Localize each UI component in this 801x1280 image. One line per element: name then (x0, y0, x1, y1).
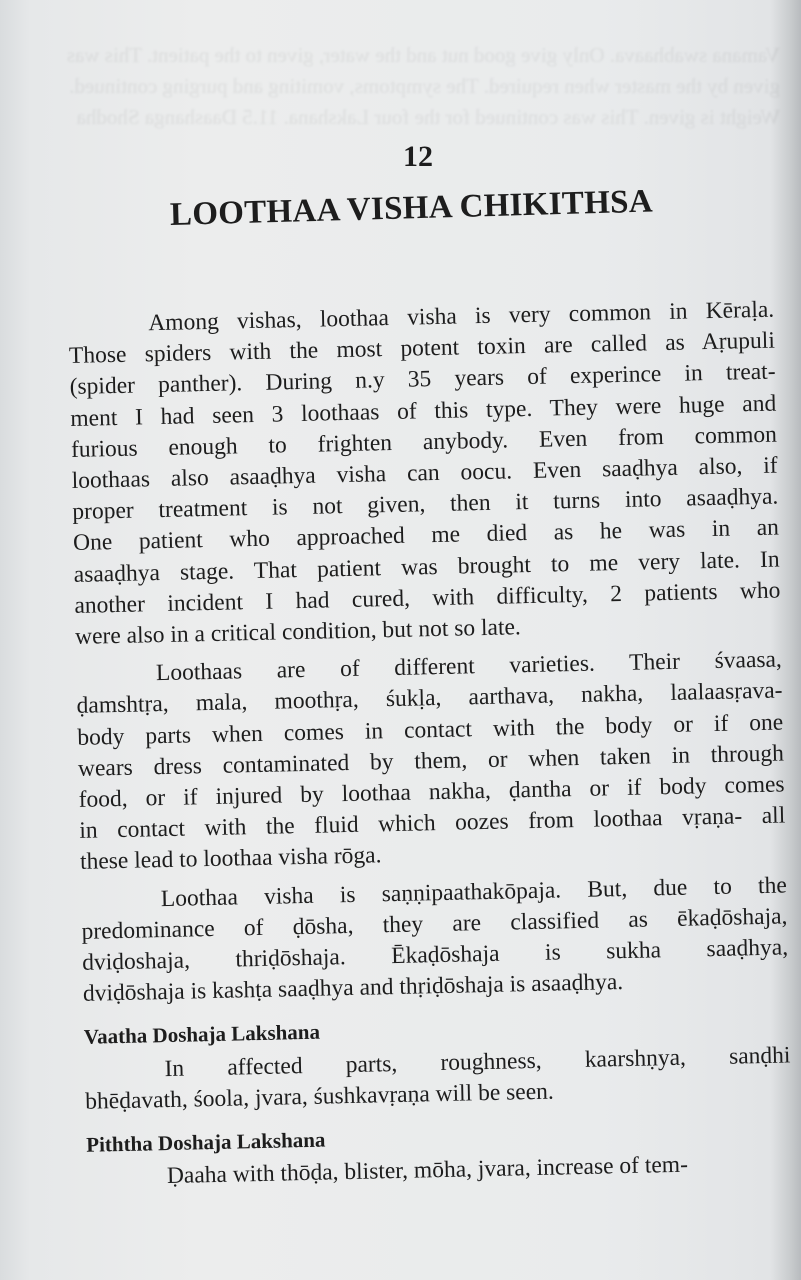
text-line: dviḍōshaja is kashṭa saaḍhya and thṛiḍōshaja is asaaḍhya. (82, 969, 624, 1008)
chapter-title: LOOTHAA VISHA CHIKITHSA (169, 183, 654, 233)
text-line: In affected parts, roughness, kaarshṇya, sanḍhi (164, 1042, 791, 1082)
text-line: ḍamshtṛa, mala, moothṛa, śukḷa, aarthava, nakha, laalaasṛava- (76, 677, 783, 720)
text-line: Loothaa visha is saṇṇipaathakōpaja. But, due to the (160, 872, 788, 912)
text-line: bhēḍavath, śoola, jvara, śushkavṛaṇa will be seen. (84, 1078, 554, 1115)
text-line: wears dress contaminated by them, or when taken in through (77, 740, 785, 782)
text-line: Loothaas are of different varieties. Their śvaasa, (155, 646, 783, 687)
text-line: Among vishas, loothaa visha is very common in Kēraḷa. (148, 296, 775, 337)
chapter-number: 12 (403, 140, 433, 173)
section-heading-vaatha: Vaatha Doshaja Lakshana (83, 1020, 321, 1050)
text-line: ment I had seen 3 loothaas of this type. They were huge and (70, 390, 777, 432)
text-line: body parts when comes in contact with the body or if one (77, 709, 784, 751)
text-line: loothaas also asaaḍhya visha can oocu. Even saaḍhya also, if (71, 452, 778, 494)
text-line: predominance of ḍōsha, they are classified as ēkaḍōshaja, (81, 903, 788, 945)
text-line: these lead to loothaa visha rōga. (79, 842, 382, 876)
chapter-body (68, 295, 793, 1202)
text-line: in contact with the fluid which oozes from loothaa vṛaṇa- all (79, 802, 786, 845)
section-heading-piththa: Piththa Doshaja Lakshana (85, 1127, 326, 1157)
bleed-through-text: Vamana swabhaava. Only give good nut and the water, given to the patient. This was given by the master when required. The symptoms, vomiting and purging continued. Weight is given. This was continued for the four Lakshana. 11.5 Daashanga Shodha (66, 43, 780, 129)
text-line: proper treatment is not given, then it turns into asaaḍhya. (72, 483, 779, 526)
section-vaatha-text (84, 1040, 791, 1118)
text-line: were also in a critical condition, but not so late. (74, 614, 522, 650)
text-line: furious enough to frighten anybody. Even from common (70, 421, 778, 463)
text-line: another incident I had cured, with difficulty, 2 patients who (74, 577, 781, 619)
text-line: food, or if injured by loothaa nakha, ḍantha or if body comes (78, 771, 785, 813)
paragraph-1 (68, 295, 781, 654)
text-line: Ḍaaha with thōḍa, blister, mōha, jvara, increase of tem- (166, 1151, 689, 1190)
text-line: dviḍoshaja, thriḍōshaja. Ēkaḍōshaja is sukha saaḍhya, (81, 934, 789, 976)
text-line: (spider panther). During n.y 35 years of experince in treat- (69, 358, 776, 401)
text-line: Those spiders with the most potent toxin are called as Aṛupuli (68, 327, 776, 370)
paragraph-3 (81, 870, 790, 1010)
paragraph-2 (76, 645, 787, 879)
text-line: asaaḍhya stage. That patient was brought to me very late. In (73, 546, 780, 588)
text-line: One patient who approached me died as he was in an (72, 514, 780, 557)
